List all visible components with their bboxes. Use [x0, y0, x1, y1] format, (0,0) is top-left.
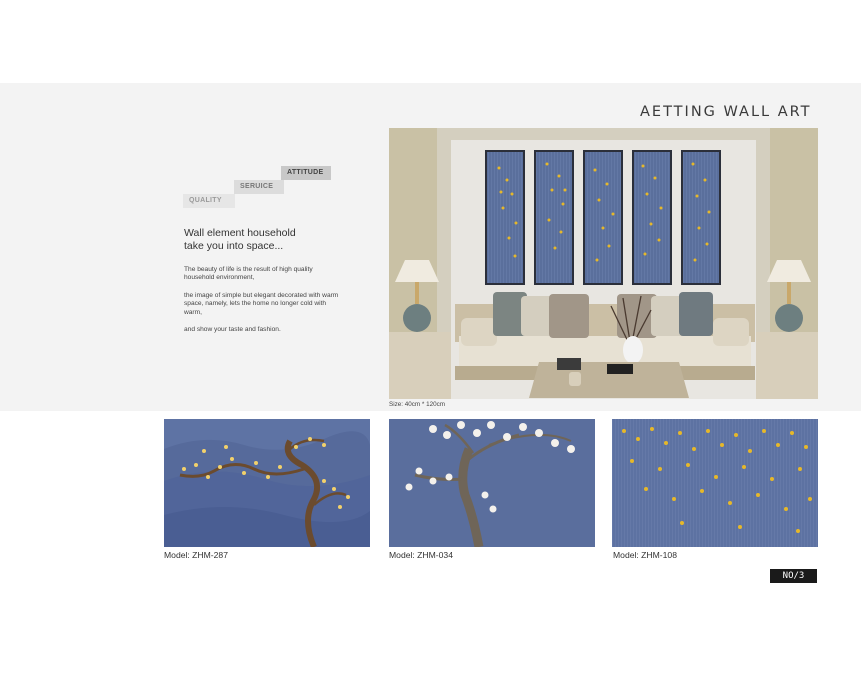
wall-panels: [485, 150, 721, 285]
thumbnail-zhm-034: [389, 419, 595, 547]
step-quality: QUALITY: [183, 194, 235, 208]
intro-headline: [184, 227, 296, 253]
step-attitude: ATTITUDE: [281, 166, 331, 180]
model-label-2: Model: ZHM-034: [389, 550, 453, 560]
thumbnail-zhm-287: [164, 419, 370, 547]
headline-line-2: take you into space...: [184, 240, 284, 252]
hero-room-image: [389, 128, 818, 399]
coffee-table: [529, 358, 689, 398]
thumbnail-zhm-108: [612, 419, 818, 547]
step-service: SERUICE: [234, 180, 284, 194]
intro-paragraph-1: The beauty of life is the result of high quality household environment,: [184, 266, 313, 282]
model-label-3: Model: ZHM-108: [613, 550, 677, 560]
brand-title: AETTING WALL ART: [640, 104, 812, 120]
intro-paragraph-3: and show your taste and fashion.: [184, 326, 281, 333]
page-number: NO/3: [770, 569, 817, 583]
size-label: Size: 40cm * 120cm: [389, 401, 445, 408]
intro-paragraph-2: the image of simple but elegant decorated with warm space, namely, lets the home no longer cold with warm,: [184, 292, 339, 316]
model-label-1: Model: ZHM-287: [164, 550, 228, 560]
headline-line-1: Wall element household: [184, 227, 296, 239]
